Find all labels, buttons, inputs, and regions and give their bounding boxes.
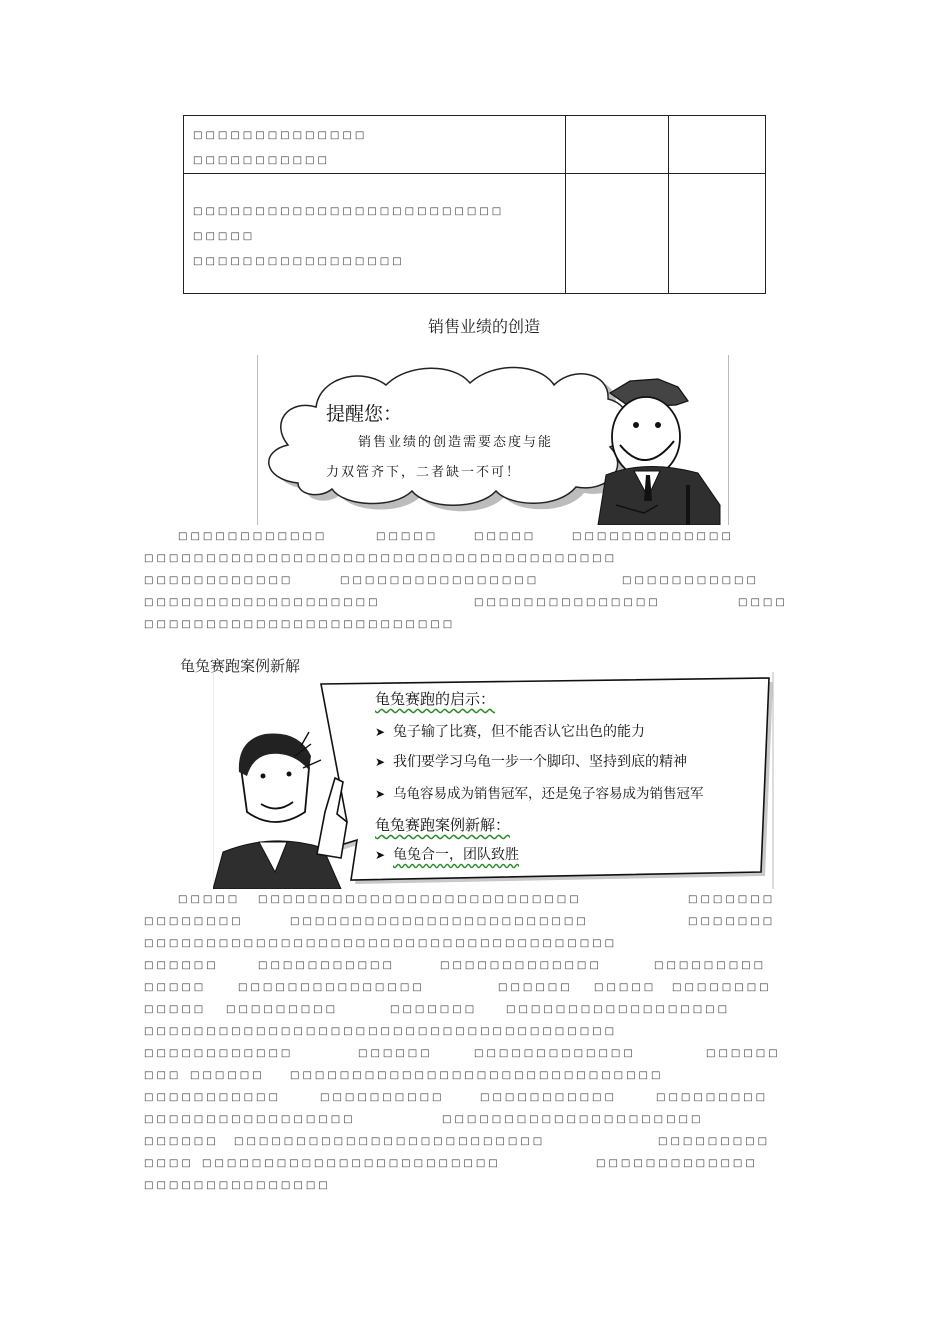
evaluation-table — [183, 115, 766, 294]
reminder-title: 提醒您： — [326, 403, 403, 425]
list-item: ➤ 乌龟容易成为销售冠军，还是兔子容易成为销售冠军 — [375, 786, 704, 802]
table-row-divider — [184, 173, 765, 174]
arrow-bullet-icon: ➤ — [375, 755, 386, 769]
arrow-bullet-icon: ➤ — [375, 725, 386, 739]
list-item: ➤ 龟兔合一，团队致胜 — [375, 847, 519, 863]
arrow-bullet-icon: ➤ — [375, 787, 386, 801]
section-heading: 销售业绩的创造 — [428, 317, 541, 336]
table-column-divider — [565, 116, 566, 293]
section-heading: 龟兔赛跑案例新解 — [180, 657, 301, 675]
reminder-line: 力双管齐下，二者缺一不可！ — [326, 465, 522, 480]
table-column-divider — [668, 116, 669, 293]
tortoise-hare-illustration — [213, 672, 774, 889]
reminder-illustration — [257, 355, 729, 525]
list-item: ➤ 兔子输了比赛，但不能否认它出色的能力 — [375, 724, 645, 740]
arrow-bullet-icon: ➤ — [375, 848, 386, 862]
lesson-title: 龟兔赛跑的启示： — [375, 690, 496, 708]
table-cell: □□□□□□□□□□□□□□□□□□□□□□□□□ □□□□□ □□□□□□□□□□□□□□□□□ — [193, 206, 505, 267]
pointing-man-icon — [213, 732, 347, 889]
cartoon-man-icon — [598, 379, 720, 525]
reminder-line: 销售业绩的创造需要态度与能 — [358, 435, 554, 450]
list-item: ➤ 我们要学习乌龟一步一个脚印、坚持到底的精神 — [375, 754, 687, 770]
table-cell: □□□□□□□□□□□□□□ □□□□□□□□□□□ — [193, 130, 368, 166]
lesson-title: 龟兔赛跑案例新解： — [375, 816, 511, 834]
